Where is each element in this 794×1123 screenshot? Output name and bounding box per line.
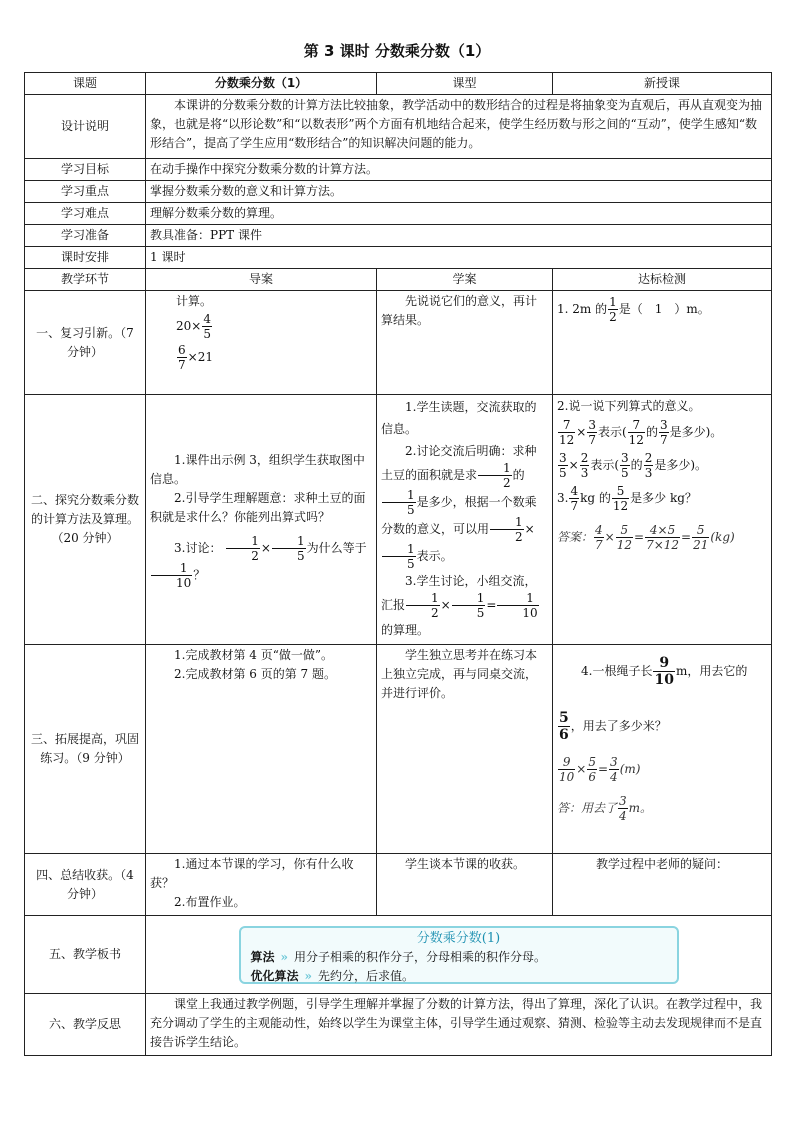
board-label-1: 算法 — [250, 949, 275, 964]
s3-study: 学生独立思考并在练习本上独立完成，再与同桌交流，并进行评价。 — [381, 648, 538, 700]
s4-study: 学生谈本节课的收获。 — [405, 857, 526, 871]
design-text: 本课讲的分数乘分数的计算方法比较抽象，教学活动中的数形结合的过程是将抽象变为直观后，再从直观变为抽象，也就是将“以形论数”和“以数表形”两个方面有机地结合起来，使学生经历数与形之间的“互动”，使学生感知“数形结合”，提高了学生应用“数形结合”的知识解决问题的能力。 — [150, 98, 763, 150]
board-text-2: 先约分，后求值。 — [318, 968, 415, 983]
board-text-1: 用分子相乘的积作分子，分母相乘的积作分母。 — [294, 949, 547, 964]
s1-stage: 一、复习引新。（7 分钟） — [25, 291, 146, 395]
s3-check: 4.一根绳子长 $\frac{9}{10}$ m，用去它的 $\frac{5}{6}$ ，用去了多少米？ $\frac{9}{10}$ × $\frac{5}{6}$ = $\frac{3}{4}$ (m) 答：用去了 $\frac{3}{4}$ m。 — [553, 645, 772, 854]
s5-stage: 五、教学板书 — [25, 916, 146, 994]
s2-guide: 1.课件出示例 3，组织学生获取图中信息。 2.引导学生理解题意：求种土豆的面积就是求什么？你能列出算式吗？ 3.讨论： $\frac{1}{2}$ × $\frac{1}{5}$ 为什么等于 $\frac{1}{10}$ ？ — [146, 395, 377, 645]
s1-guide — [146, 291, 377, 395]
chevron-right-icon: » — [304, 968, 313, 983]
page-title: 第 3 课时 分数乘分数（1） — [303, 42, 491, 60]
goal-text: 在动手操作中探究分数乘分数的计算方法。 — [146, 159, 772, 181]
s3-guide: 1.完成教材第 4 页“做一做”。 2.完成教材第 6 页的第 7 题。 — [146, 645, 377, 854]
type-label: 课型 — [377, 73, 553, 95]
prep-label: 学习准备 — [25, 225, 146, 247]
board-label-2: 优化算法 — [250, 968, 299, 983]
s1-expr1: 20× $\frac{4}{5}$ — [176, 312, 211, 341]
chevron-right-icon: » — [280, 949, 289, 964]
s2-check: 2.说一说下列算式的意义。 $\frac{7}{12}$ × $\frac{3}{7}$ 表示( $\frac{7}{12}$ 的 $\frac{3}{7}$ 是多少)。 $\frac{3}{5}$ × $\frac{2}{3}$ 表示( $\frac{3}{5}$ 的 $\frac{2}{3}$ 是多少)。 3. $\frac{4}{7}$ kg 的 $\frac{5}{12}$ 是多少 kg？ 答案： $\frac{4}{7}$ × $\frac{5}{12}$ = $\frac{4\times 5}{7\times 12}$ = $\frac{5}{21}$ (kg) — [553, 395, 772, 645]
s3-stage: 三、拓展提高，巩固练习。（9 分钟） — [25, 645, 146, 854]
board-title: 分数乘分数(1) — [416, 930, 501, 946]
key-text: 掌握分数乘分数的意义和计算方法。 — [146, 181, 772, 203]
col-stage: 教学环节 — [25, 269, 146, 291]
design-label: 设计说明 — [25, 95, 146, 159]
difficulty-label: 学习难点 — [25, 203, 146, 225]
schedule-label: 课时安排 — [25, 247, 146, 269]
s6-text: 课堂上我通过教学例题，引导学生理解并掌握了分数的计算方法，得出了算理，深化了认识。在教学过程中，我充分调动了学生的主观能动性，始终以学生为课堂主体，引导学生通过观察、猜测、检验等主动去发现规律而不是直接告诉学生结论。 — [150, 997, 763, 1049]
blackboard-panel — [239, 926, 679, 984]
s4-stage: 四、总结收获。（4 分钟） — [25, 854, 146, 916]
s2-answer: 答案： $\frac{4}{7}$ × $\frac{5}{12}$ = $\frac{4\times 5}{7\times 12}$ = $\frac{5}{21}$ (kg) — [557, 523, 735, 552]
s4-check: 教学过程中老师的疑问： — [553, 854, 772, 916]
lesson-plan-table — [24, 72, 772, 1056]
col-guide: 导案 — [146, 269, 377, 291]
schedule-text: 1 课时 — [146, 247, 772, 269]
s1-guide-title: 计算。 — [176, 294, 213, 308]
s2-stage: 二、探究分数乘分数的计算方法及算理。（20 分钟） — [25, 395, 146, 645]
col-check: 达标检测 — [553, 269, 772, 291]
s6-stage: 六、教学反思 — [25, 994, 146, 1056]
type-value: 新授课 — [553, 73, 772, 95]
s2-study: 1.学生读题，交流获取的信息。 2.讨论交流后明确：求种土豆的面积就是求 $\frac{1}{2}$ 的 $\frac{1}{5}$ 是多少，根据一个数乘分数的意义，可以用 $\frac{1}{2}$ × $\frac{1}{5}$ 表示。 3.学生讨论，小组交流，汇报 $\frac{1}{2}$ × $\frac{1}{5}$ = $\frac{1}{10}$ 的算理。 — [377, 395, 553, 645]
topic-value: 分数乘分数（1） — [146, 73, 377, 95]
goal-label: 学习目标 — [25, 159, 146, 181]
col-study: 学案 — [377, 269, 553, 291]
s1-expr2: $\frac{6}{7}$ ×21 — [178, 343, 213, 372]
key-label: 学习重点 — [25, 181, 146, 203]
difficulty-text: 理解分数乘分数的算理。 — [146, 203, 772, 225]
s1-check: 1. 2m 的 $\frac{1}{2}$ 是（ 1 ）m。 — [553, 291, 772, 395]
s1-study: 先说说它们的意义，再计算结果。 — [381, 294, 538, 327]
s4-guide: 1.通过本节课的学习，你有什么收获？ 2.布置作业。 — [146, 854, 377, 916]
prep-text: 教具准备：PPT 课件 — [146, 225, 772, 247]
topic-label: 课题 — [25, 73, 146, 95]
